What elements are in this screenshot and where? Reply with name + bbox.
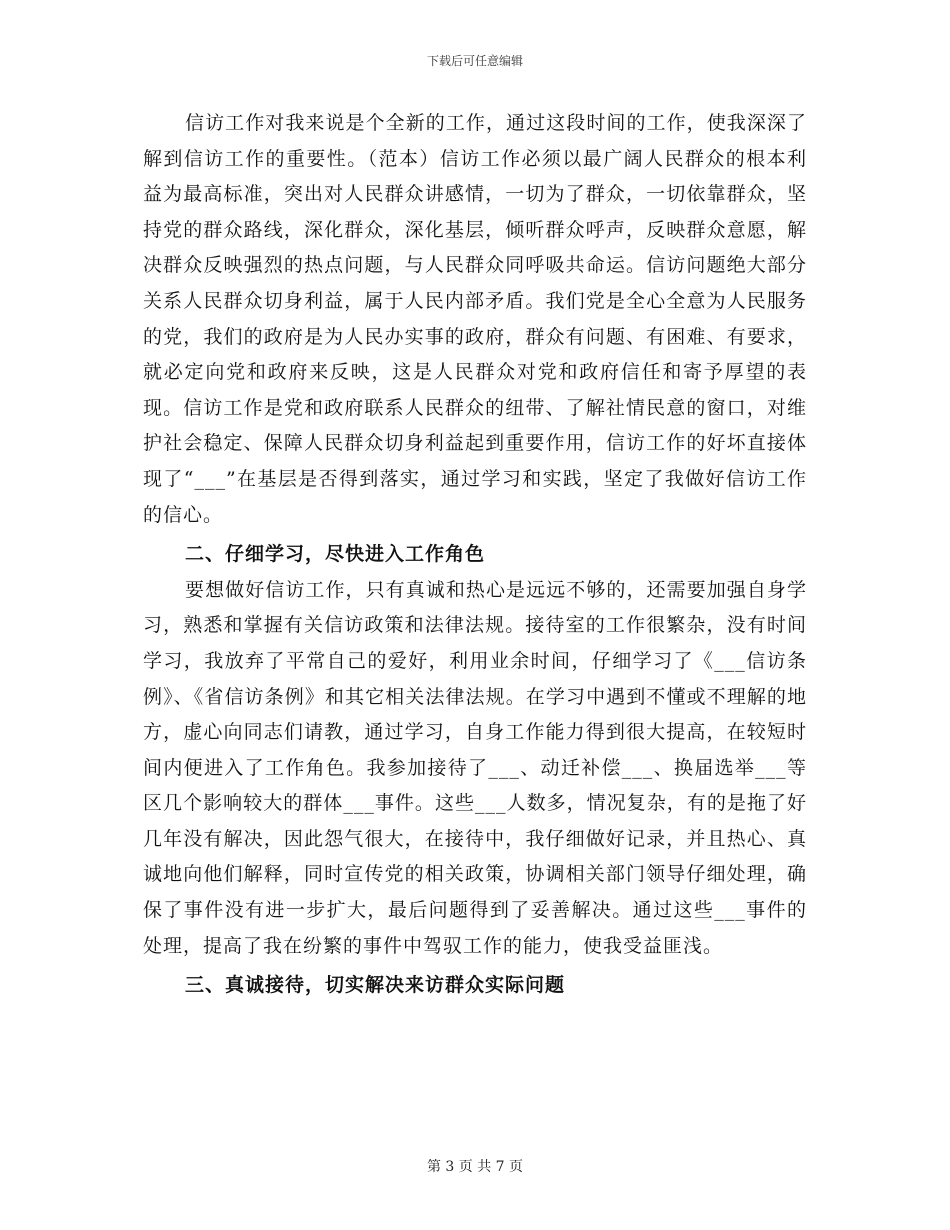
paragraph-2: 要想做好信访工作，只有真诚和热心是远远不够的，还需要加强自身学习，熟悉和掌握有关信访政策和法律法规。接待室的工作很繁杂，没有时间学习，我放弃了平常自己的爱好，利用业余时间，仔细学习了《___信访条例》、《省信访条例》和其它相关法律法规。在学习中遇到不懂或不理解的地方，虚心向同志们请教，通过学习，自身工作能力得到很大提高，在较短时间内便进入了工作角色。我参加接待了___、动迁补偿___、换届选举___等区几个影响较大的群体___事件。这些___人数多，情况复杂，有的是拖了好几年没有解决，因此怨气很大，在接待中，我仔细做好记录，并且热心、真诚地向他们解释，同时宣传党的相关政策，协调相关部门领导仔细处理，确保了事件没有进一步扩大，最后问题得到了妥善解决。通过这些___事件的处理，提高了我在纷繁的事件中驾驭工作的能力，使我受益匪浅。 <box>143 578 807 957</box>
section-heading-2: 二、仔细学习，尽快进入工作角色 <box>185 543 486 566</box>
page-footer: 第 3 页 共 7 页 <box>426 1159 524 1175</box>
page-header: 下载后可任意编辑 <box>426 54 523 68</box>
paragraph-1: 信访工作对我来说是个全新的工作，通过这段时间的工作，使我深深了解到信访工作的重要性。（范本）信访工作必须以最广阔人民群众的根本利益为最高标准，突出对人民群众讲感情，一切为了群众，一切依靠群众，坚持党的群众路线，深化群众，深化基层，倾听群众呼声，反映群众意愿，解决群众反映强烈的热点问题，与人民群众同呼吸共命运。信访问题绝大部分关系人民群众切身利益，属于人民内部矛盾。我们党是全心全意为人民服务的党，我们的政府是为人民办实事的政府，群众有问题、有困难、有要求，就必定向党和政府来反映，这是人民群众对党和政府信任和寄予厚望的表现。信访工作是党和政府联系人民群众的纽带、了解社情民意的窗口，对维护社会稳定、保障人民群众切身利益起到重要作用，信访工作的好坏直接体现了“___”在基层是否得到落实，通过学习和实践，坚定了我做好信访工作的信心。 <box>143 112 807 526</box>
section-heading-3: 三、真诚接待，切实解决来访群众实际问题 <box>185 974 566 997</box>
document-body <box>143 106 807 1004</box>
